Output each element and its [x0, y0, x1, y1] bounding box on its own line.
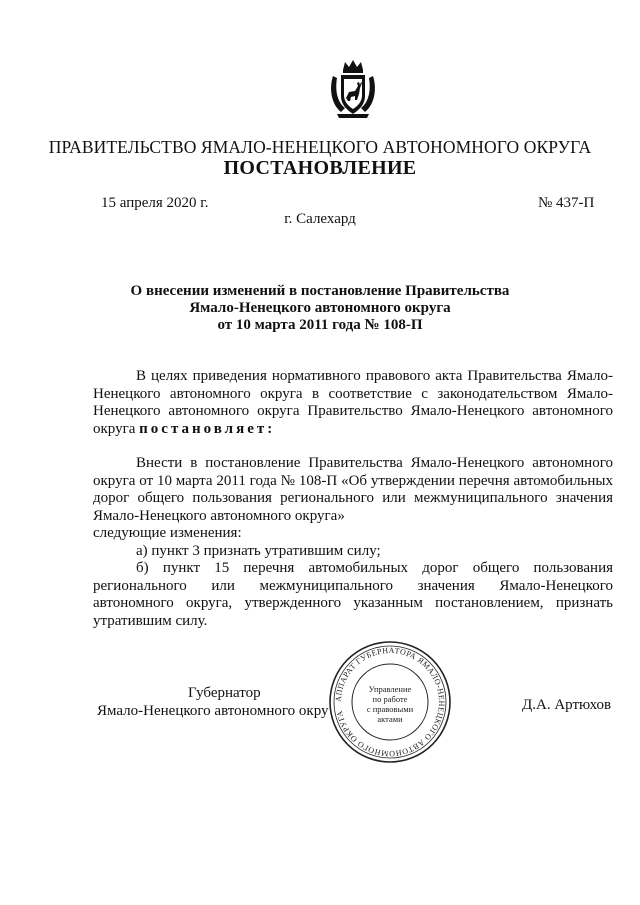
preamble-text: В целях приведения нормативного правового акта Правительства Ямало-Ненецкого автономного округа в соответствие с законодательством Ямало-Ненецкого автономного округа Правительство Ямало-Ненецкого автономного округа — [93, 368, 613, 437]
signer-position-line-2: Ямало-Ненецкого автономного окру — [97, 703, 329, 719]
signer-name: Д.А. Артюхов — [522, 697, 612, 713]
government-title: ПРАВИТЕЛЬСТВО ЯМАЛО-НЕНЕЦКОГО АВТОНОМНОГО ОКРУГА — [48, 137, 592, 157]
seal-center-line-1: Управление — [368, 684, 412, 694]
document-type: ПОСТАНОВЛЕНИЕ — [223, 157, 417, 179]
seal-center-line-4: актами — [377, 714, 403, 724]
seal-center-line-2: по работе — [372, 694, 408, 704]
decree-word: постановляет: — [139, 420, 276, 437]
preamble-paragraph — [93, 368, 613, 438]
subject-line-2: Ямало-Ненецкого автономного округа — [189, 300, 451, 316]
item-a: а) пункт 3 признать утратившим силу; — [136, 542, 381, 559]
document-city: г. Салехард — [284, 211, 356, 227]
document-number: № 437-П — [538, 195, 595, 211]
subject-line-1: О внесении изменений в постановление Правительства — [130, 283, 510, 299]
subject-line-3: от 10 марта 2011 года № 108-П — [217, 317, 423, 333]
seal-center-line-3: с правовыми — [366, 704, 414, 714]
amendment-intro: Внести в постановление Правительства Ямало-Ненецкого автономного округа от 10 марта 2011 года № 108-П «Об утверждении перечня автомобильных дорог общего пользования регионального или межмуниципального значения Ямало-Ненецкого автономного округа» — [93, 455, 613, 524]
amendment-tail: следующие изменения: — [93, 525, 242, 541]
signer-position-line-1: Губернатор — [188, 685, 261, 701]
document-date: 15 апреля 2020 г. — [101, 195, 209, 211]
coat-of-arms-icon — [327, 58, 379, 120]
seal-ring-text: АППАРАТ ГУБЕРНАТОРА ЯМАЛО-НЕНЕЦКОГО АВТОНОМНОГО ОКРУГА — [333, 645, 447, 759]
official-seal-stamp — [328, 640, 452, 764]
operative-paragraph — [93, 455, 613, 630]
item-b: б) пункт 15 перечня автомобильных дорог общего пользования регионального или межмуниципального значения Ямало-Ненецкого автономного округа, утвержденного указанным постановлением, признать утратившим силу. — [93, 560, 613, 629]
